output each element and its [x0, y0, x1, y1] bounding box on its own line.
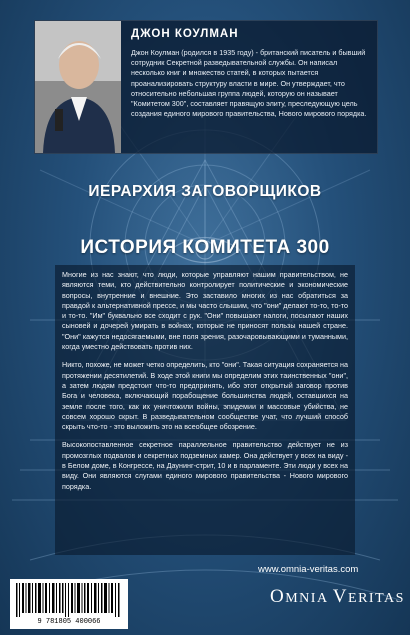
- author-name: ДЖОН КОУЛМАН: [131, 28, 239, 40]
- author-photo: [35, 21, 121, 153]
- series-title: ИЕРАРХИЯ ЗАГОВОРЩИКОВ: [88, 183, 322, 200]
- publisher-logo-word-1: MNIA: [285, 591, 328, 606]
- author-panel: [34, 20, 378, 154]
- publisher-logo-initial-1: O: [270, 586, 286, 607]
- barcode: [10, 579, 128, 629]
- book-title: ИСТОРИЯ КОМИТЕТА 300: [80, 237, 330, 258]
- publisher-logo-initial-2: V: [332, 586, 349, 607]
- description: [62, 270, 348, 500]
- barcode-number: 9 781805 400066: [37, 618, 101, 626]
- description-paragraph-2: Никто, похоже, не может четко определить, кто "они". Такая ситуация сохраняется на протяжении десятилетий. В ходе этой книги мы определим этих таинственных "они", а затем людям предстоит что-то предпринять, ибо этот открытый заговор против Бога и человека, включающий порабощение большинства людей, оставшихся на земле после того, как их уничтожили войны, эпидемии и массовые убийства, не совсем хорошо скрыт. В разведывательном сообществе учат, что лучший способ скрыть что-то - это выложить это на всеобщее обозрение.: [62, 360, 349, 432]
- description-paragraph-1: Многие из нас знают, что люди, которые управляют нашим правительством, не являются теми, кто действительно контролирует политические и экономические вопросы, внутренние и внешние. Это заставило многих из нас обратиться за правдой к альтернативной прессе, и мы часто слышим, что "они" делают то-то, то-то и то-то. "Им" буквально все сходит с рук. "Они" повышают налоги, посылают наших сыновей и дочерей умирать в войнах, которые не приносят пользы нашей стране. "Они" кажутся недосягаемыми, вне поля зрения, разочаровывающими и туманными, когда уместно действовать против них.: [62, 270, 348, 352]
- publisher-logo: [270, 586, 405, 608]
- publisher-website: www.omnia-veritas.com: [258, 564, 359, 575]
- description-paragraph-3: Высокопоставленное секретное параллельное правительство действует не из промозглых подвалов и секретных подземных камер. Она действует у всех на виду - в Белом доме, в Конгрессе, на Даунинг-стрит, 10 и в парламенте. Эти люди у всех на виду. Они являются слугами единого мирового правительства - Нового мирового порядка.: [62, 440, 348, 491]
- barcode-icon: [10, 579, 128, 619]
- author-bio: Джон Коулман (родился в 1935 году) - британский писатель и бывший сотрудник Секретной разведывательной службы. Он написал несколько книг и множество статей, в которых пытается проанализировать структуру власти в мире. Он утверждает, что относительно небольшая группа людей, которую он называет "Комитетом 300", составляет правящую элиту, преследующую цель создания единого мирового правительства, Нового мирового порядка.: [131, 48, 367, 119]
- publisher-logo-word-2: ERITAS: [348, 591, 405, 606]
